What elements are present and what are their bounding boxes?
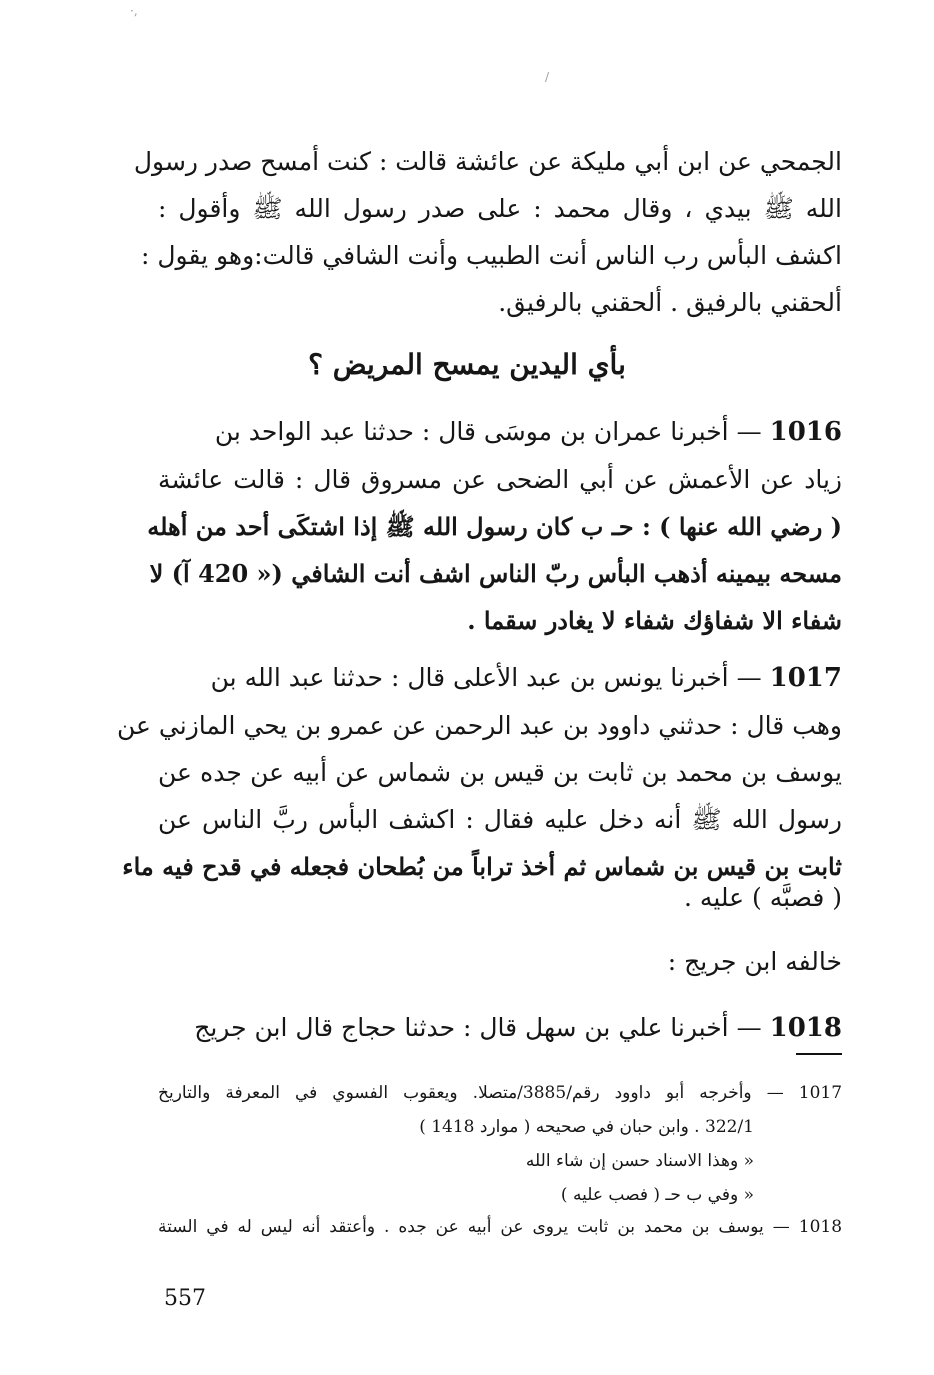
- intro-line-1: الجمحي عن ابن أبي مليكة عن عائشة قالت : كنت أمسح صدر رسول: [133, 147, 842, 176]
- khalafa-line: خالفه ابن جريج :: [667, 947, 842, 976]
- hadith-1017-line-6: ( فصبَّه ) عليه .: [684, 883, 842, 912]
- dash: —: [736, 663, 762, 692]
- hadith-1017-line-4: رسول الله ﷺ أنه دخل عليه فقال : اكشف البأس ربَّ الناس عن: [158, 805, 842, 834]
- hadith-1016-first-line: [198, 412, 842, 452]
- section-heading: بأي اليدين يمسح المريض ؟: [308, 348, 626, 381]
- intro-line-2: الله ﷺ بيدي ، وقال محمد : على صدر رسول الله ﷺ وأقول :: [158, 194, 842, 223]
- hadith-1016-line-4: مسحه بيمينه أذهب البأس ربّ الناس اشف أنت الشافي (« 420 آ) لا: [149, 559, 842, 588]
- hadith-1016-line-2: زياد عن الأعمش عن أبي الضحى عن مسروق قال : قالت عائشة: [158, 465, 842, 494]
- footnote-text: وأخرجه أبو داوود رقم/3885/متصلا. ويعقوب الفسوي في المعرفة والتاريخ: [158, 1083, 752, 1103]
- footnote-1018-line-1: [158, 1210, 842, 1244]
- hadith-1017-line-2: وهب قال : حدثني داوود بن عبد الرحمن عن عمرو بن يحي المازني عن: [117, 711, 842, 740]
- footnote-1017-line-1: [158, 1076, 842, 1110]
- scan-speck: ·,: [130, 4, 138, 18]
- footnote-separator: [796, 1053, 842, 1055]
- hadith-number: 1017: [769, 663, 842, 693]
- footnote-number: 1017: [798, 1083, 843, 1103]
- hadith-number: 1016: [769, 417, 842, 447]
- hadith-text: أخبرنا عمران بن موسَى قال : حدثنا عبد الواحد بن: [214, 417, 729, 446]
- hadith-1017-line-5: ثابت بن قيس بن شماس ثم أخذ تراباً من بُطحان فجعله في قدح فيه ماء: [122, 852, 842, 881]
- intro-line-4: ألحقني بالرفيق . ألحقني بالرفيق.: [498, 288, 842, 317]
- footnote-number: 1018: [798, 1217, 843, 1237]
- page-number: 557: [164, 1286, 206, 1311]
- dash: —: [736, 1013, 762, 1042]
- footnote-1017-line-4: « وفي ب حـ ( فصب عليه ): [560, 1185, 754, 1205]
- footnote-1017-line-2: 322/1 . وابن حبان في صحيحه ( موارد 1418 ): [419, 1117, 754, 1137]
- footnote-1017-line-3: « وهذا الاسناد حسن إن شاء الله: [525, 1151, 754, 1171]
- hadith-1018-first-line: [194, 1008, 842, 1048]
- intro-line-3: اكشف البأس رب الناس أنت الطبيب وأنت الشافي قالت:وهو يقول :: [141, 241, 842, 270]
- hadith-text: أخبرنا يونس بن عبد الأعلى قال : حدثنا عبد الله بن: [210, 663, 729, 692]
- hadith-1016-line-5: شفاء الا شفاؤك شفاء لا يغادر سقما .: [467, 606, 842, 635]
- dash: —: [772, 1217, 790, 1237]
- footnote-text: يوسف بن محمد بن ثابت يروى عن أبيه عن جده . وأعتقد أنه ليس له في الستة: [158, 1217, 764, 1237]
- hadith-1016-line-3: ( رضي الله عنها ) : حـ ب كان رسول الله ﷺ إذا اشتكَى أحد من أهله: [147, 512, 842, 541]
- hadith-1017-line-3: يوسف بن محمد بن ثابت بن قيس بن شماس عن أبيه عن جده عن: [158, 758, 842, 787]
- dash: —: [766, 1083, 784, 1103]
- hadith-text: أخبرنا علي بن سهل قال : حدثنا حجاج قال ابن جريج: [194, 1013, 729, 1042]
- hadith-number: 1018: [769, 1013, 842, 1043]
- hadith-1017-first-line: [198, 658, 842, 698]
- scan-speck: /: [545, 70, 550, 84]
- dash: —: [736, 417, 762, 446]
